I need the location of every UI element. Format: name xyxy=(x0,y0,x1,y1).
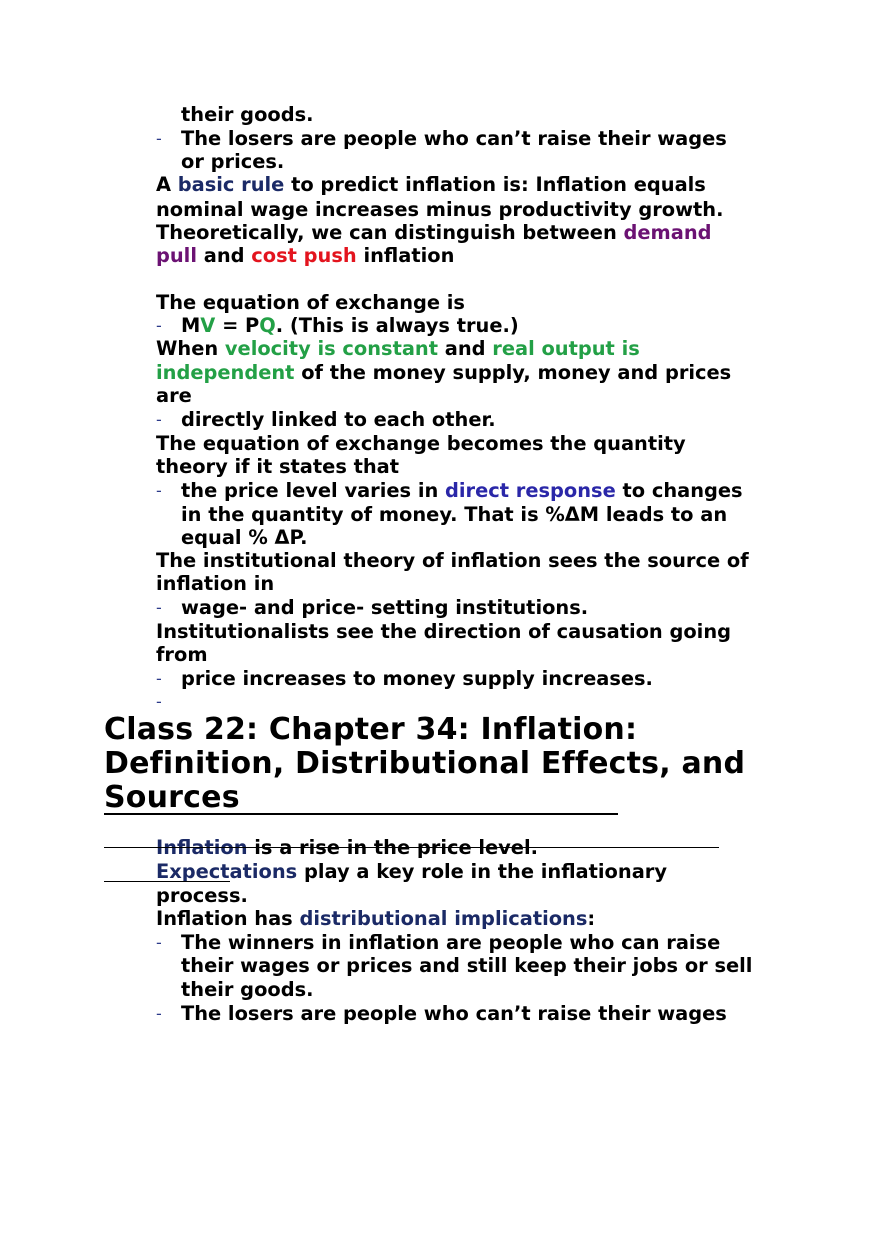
pull-term: pull xyxy=(156,244,197,267)
text-line: their wages or prices and still keep their jobs or sell xyxy=(181,954,753,977)
text-line: or prices. xyxy=(181,150,285,173)
text-line: inflation in xyxy=(156,572,275,595)
v-term: V xyxy=(200,314,216,337)
bullet-dash: - xyxy=(156,933,162,952)
inflation-term: Inflation xyxy=(156,836,248,859)
text-line: The institutional theory of inflation sees the source of xyxy=(156,549,749,572)
basic-rule-line: A basic rule to predict inflation is: Inflation equals xyxy=(156,173,706,196)
independent-line: independent of the money supply, money and prices xyxy=(156,361,732,384)
independent-term: independent xyxy=(156,361,295,384)
pull-line: pull and cost push inflation xyxy=(156,244,455,267)
real-output-term: real output is xyxy=(492,337,640,360)
text-line: Institutionalists see the direction of causation going xyxy=(156,620,732,643)
distributional-term: distributional implications xyxy=(299,907,588,930)
text-line: their goods. xyxy=(181,978,314,1001)
text-line: nominal wage increases minus productivity growth. xyxy=(156,198,724,221)
bullet-dash: - xyxy=(156,598,162,617)
text-line: The equation of exchange is xyxy=(156,291,465,314)
bullet-dash: - xyxy=(156,316,162,335)
text-line: The losers are people who can’t raise their wages xyxy=(181,127,727,150)
inflation-line: Inflation is a rise in the price level. xyxy=(156,836,538,859)
theoretically-line: Theoretically, we can distinguish between demand xyxy=(156,221,712,244)
expectations-term: Expectations xyxy=(156,860,298,883)
text-line: directly linked to each other. xyxy=(181,408,496,431)
bullet-dash: - xyxy=(156,692,162,711)
basic-rule-term: basic rule xyxy=(177,173,285,196)
text-line: process. xyxy=(156,884,248,907)
text-line: equal % ΔP. xyxy=(181,526,308,549)
text-line: The losers are people who can’t raise their wages xyxy=(181,1002,727,1025)
text-line: are xyxy=(156,384,192,407)
bullet-dash: - xyxy=(156,481,162,500)
equation-line: MV = PQ. (This is always true.) xyxy=(181,314,519,337)
demand-term: demand xyxy=(623,221,712,244)
expectations-line: Expectations play a key role in the inflationary xyxy=(156,860,667,883)
text-line: theory if it states that xyxy=(156,455,400,478)
text-line: from xyxy=(156,643,208,666)
bullet-dash: - xyxy=(156,410,162,429)
strike-line xyxy=(104,847,719,848)
direct-response-term: direct response xyxy=(445,479,616,502)
bullet-dash: - xyxy=(156,1004,162,1023)
text-line: The equation of exchange becomes the quantity xyxy=(156,432,686,455)
velocity-term: velocity is constant xyxy=(224,337,438,360)
text-line: The winners in inflation are people who can raise xyxy=(181,931,721,954)
q-term: Q xyxy=(259,314,276,337)
strike-line xyxy=(104,881,230,882)
class-heading-line: Sources xyxy=(104,780,240,815)
class-heading-line: Class 22: Chapter 34: Inflation: xyxy=(104,712,638,747)
bullet-dash: - xyxy=(156,129,162,148)
distribution-line: Inflation has distributional implications: xyxy=(156,907,596,930)
text-line: wage- and price- setting institutions. xyxy=(181,596,589,619)
when-line: When velocity is constant and real output is xyxy=(156,337,640,360)
price-level-line: the price level varies in direct response to changes xyxy=(181,479,743,502)
heading-underline xyxy=(104,813,618,815)
bullet-dash: - xyxy=(156,669,162,688)
class-heading-line: Definition, Distributional Effects, and xyxy=(104,746,746,781)
cost-push-term: cost push xyxy=(251,244,357,267)
text-line: price increases to money supply increases. xyxy=(181,667,653,690)
text-line: their goods. xyxy=(181,103,314,126)
text-line: in the quantity of money. That is %ΔM leads to an xyxy=(181,503,728,526)
